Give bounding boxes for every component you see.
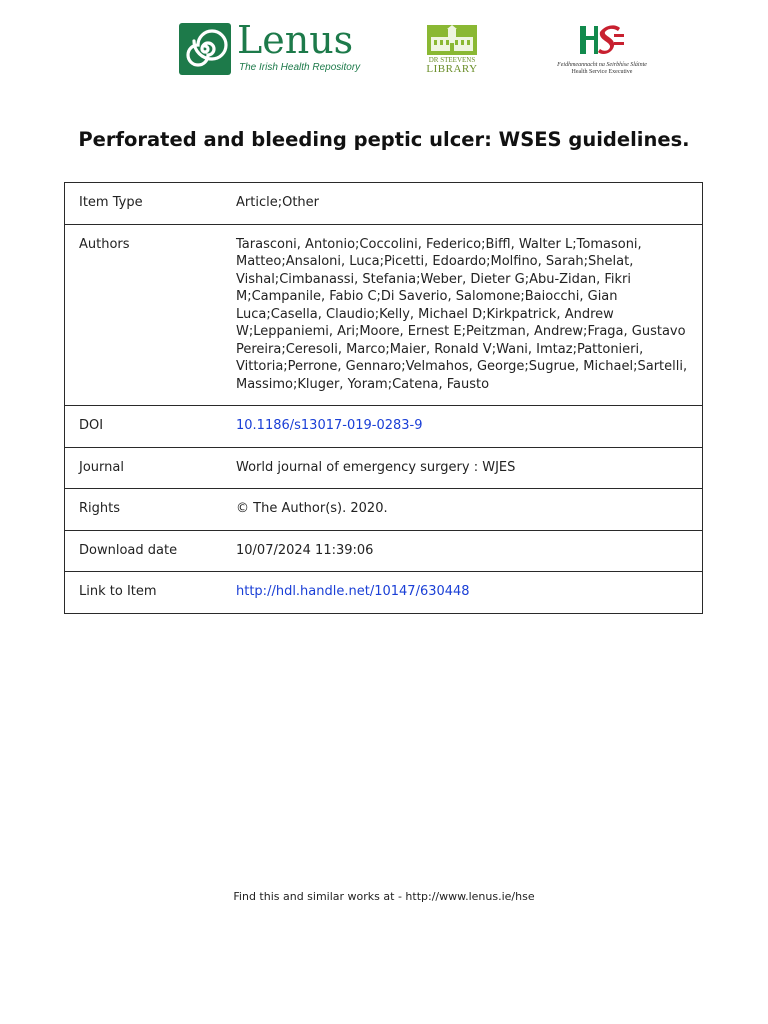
lenus-tagline: The Irish Health Repository <box>239 62 361 73</box>
item-type-label: Item Type <box>65 183 224 225</box>
lenus-spiral-icon <box>179 23 231 75</box>
download-date-label: Download date <box>65 530 224 572</box>
rights-label: Rights <box>65 489 224 531</box>
hse-irish-name: Feidhmeannacht na Seirbhíse Sláinte <box>557 62 647 68</box>
item-type-value: Article;Other <box>223 183 703 225</box>
hse-english-name: Health Service Executive <box>571 69 633 75</box>
hse-emblem-icon <box>576 22 626 58</box>
doi-label: DOI <box>65 406 224 448</box>
rights-value: © The Author(s). 2020. <box>223 489 703 531</box>
row-authors <box>65 224 703 406</box>
link-to-item-label: Link to Item <box>65 572 224 614</box>
row-item-type <box>65 183 703 225</box>
hse-logo[interactable] <box>552 22 652 78</box>
doi-cell <box>223 406 703 448</box>
item-link[interactable]: http://hdl.handle.net/10147/630448 <box>236 584 470 599</box>
library-logo[interactable] <box>426 25 478 79</box>
row-journal <box>65 447 703 489</box>
authors-label: Authors <box>65 224 224 406</box>
library-name-line1: DR STEEVENS <box>428 56 476 64</box>
header-logos <box>0 20 768 80</box>
library-building-icon <box>427 25 477 55</box>
row-doi <box>65 406 703 448</box>
metadata-table <box>64 182 703 614</box>
lenus-logo[interactable] <box>179 18 361 77</box>
journal-label: Journal <box>65 447 224 489</box>
row-link-to-item <box>65 572 703 614</box>
row-rights <box>65 489 703 531</box>
download-date-value: 10/07/2024 11:39:06 <box>223 530 703 572</box>
doi-link[interactable]: 10.1186/s13017-019-0283-9 <box>236 418 423 433</box>
library-name-line2: LIBRARY <box>426 63 478 75</box>
row-download-date <box>65 530 703 572</box>
authors-value: Tarasconi, Antonio;Coccolini, Federico;Biffl, Walter L;Tomasoni, Matteo;Ansaloni, Luca;Picetti, Edoardo;Molfino, Sarah;Shelat, Vishal;Cimbanassi, Stefania;Weber, Dieter G;Abu-Zidan, Fikri M;Campanile, Fabio C;Di Saverio, Salomone;Baiocchi, Gian Luca;Casella, Claudio;Kelly, Michael D;Kirkpatrick, Andrew W;Leppaniemi, Ari;Moore, Ernest E;Peitzman, Andrew;Fraga, Gustavo Pereira;Ceresoli, Marco;Maier, Ronald V;Wani, Imtaz;Pattonieri, Vittoria;Perrone, Gennaro;Velmahos, George;Sugrue, Michael;Sartelli, Massimo;Kluger, Yoram;Catena, Fausto <box>223 224 703 406</box>
journal-value: World journal of emergency surgery : WJES <box>223 447 703 489</box>
link-to-item-cell <box>223 572 703 614</box>
page-title: Perforated and bleeding peptic ulcer: WSES guidelines. <box>78 128 690 151</box>
lenus-wordmark: Lenus <box>237 18 354 62</box>
footer-text: Find this and similar works at - http://www.lenus.ie/hse <box>233 890 535 903</box>
